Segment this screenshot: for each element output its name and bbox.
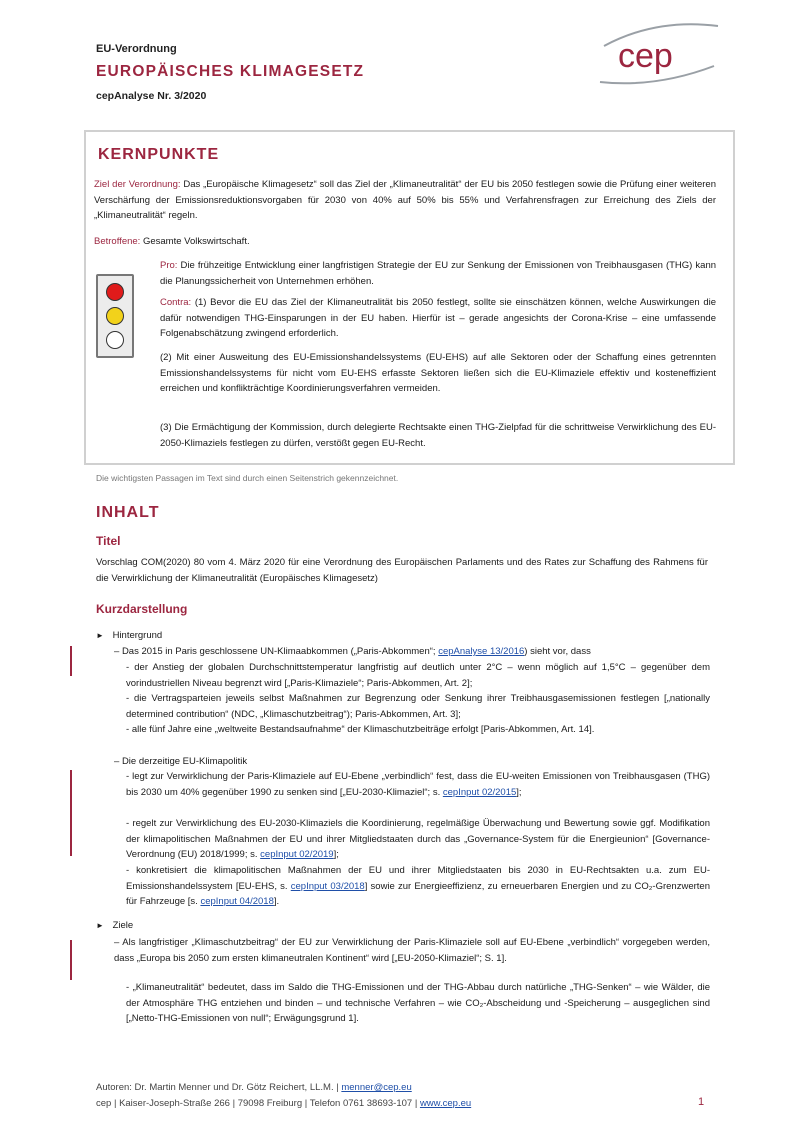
address-text: cep | Kaiser-Joseph-Straße 266 | 79098 Freiburg | Telefon 0761 38693-107 |: [96, 1098, 420, 1109]
eu-b-post: ];: [333, 849, 339, 860]
sidebar-marker-1: [70, 646, 72, 676]
dash-marker: -: [126, 662, 130, 673]
dash-marker: –: [114, 646, 120, 657]
document-title: EUROPÄISCHES KLIMAGESETZ: [96, 63, 365, 80]
dash-marker: -: [126, 818, 130, 829]
document-series: cepAnalyse Nr. 3/2020: [96, 90, 207, 102]
dash-marker: –: [114, 756, 120, 767]
betroffene-paragraph: [94, 234, 716, 250]
ziel-paragraph: [94, 177, 716, 224]
eu-a-post: ];: [516, 786, 522, 798]
paris-b-text: die Vertragsparteien jeweils selbst Maßnahmen zur Begrenzung oder Senkung ihrer Treibhausgasemissionen festlegen [„nationally determined contribution“ (NDC, „Klimaschutzbeitrag“); Paris-Abkommen, Art. 3];: [126, 693, 711, 720]
hintergrund-item: [96, 628, 162, 644]
dash-marker: -: [126, 771, 130, 782]
sidebar-marker-2: [70, 770, 72, 856]
eu-item-a: [126, 769, 710, 800]
paris-item-a: [126, 660, 710, 691]
paris-pre: Das 2015 in Paris geschlossene UN-Klimaabkommen („Paris-Abkommen“;: [121, 646, 439, 657]
eu-c-mid: ] sowie zur Energieeffizienz, zu erneuerbaren Energien und zu CO₂-Grenzwerten für Fahrzeuge [s.: [126, 880, 710, 907]
pro-label: Pro:: [160, 260, 178, 271]
paris-paragraph: [114, 644, 710, 660]
eu-heading: [114, 754, 710, 770]
contra-2-paragraph: (2) Mit einer Ausweitung des EU-Emissionshandelssystems (EU-EHS) auf alle Sektoren oder der Schaffung eines getrennten Emissionshandelssystems für nicht vom EU-EHS erfasste Sektoren ließen sich die EU-Klimaziele effektiv und kosteneffizient erreichen und konflikträchtige Koordinierungsverfahren vermeiden.: [160, 352, 716, 394]
paris-item-c: [126, 722, 710, 738]
ziele-label: Ziele: [112, 920, 134, 931]
paris-post: ) sieht vor, dass: [524, 646, 591, 657]
kernpunkte-heading: KERNPUNKTE: [98, 146, 220, 163]
dash-marker: -: [126, 982, 130, 993]
hintergrund-label: Hintergrund: [112, 630, 163, 641]
dash-marker: -: [126, 693, 130, 704]
eu-b-link[interactable]: cepInput 02/2019: [260, 849, 334, 860]
eu-a-link[interactable]: cepInput 02/2015: [442, 786, 517, 798]
kernpunkte-box: [84, 130, 735, 465]
paris-c-text: alle fünf Jahre eine „weltweite Bestandsaufnahme“ der Klimaschutzbeiträge erfolgt [Paris-Abkommen, Art. 14].: [131, 724, 595, 735]
authors-text: Autoren: Dr. Martin Menner und Dr. Götz Reichert, LL.M. |: [96, 1082, 342, 1093]
titel-text: Vorschlag COM(2020) 80 vom 4. März 2020 für eine Verordnung des Europäischen Parlaments und des Rates zur Schaffung des Rahmens für die Verwirklichung der Klimaneutralität (Europäisches Klimagesetz): [96, 557, 708, 584]
ziele-item: [96, 918, 133, 934]
betroffene-text: Gesamte Volkswirtschaft.: [142, 236, 250, 247]
footer-authors: [96, 1082, 412, 1093]
eu-c-post: ].: [273, 896, 280, 907]
contra-3-paragraph: (3) Die Ermächtigung der Kommission, durch delegierte Rechtsakte einen THG-Zielpfad für die schrittweise Verwirklichung des EU-2050-Klimaziels festlegen zu dürfen, verstößt gegen EU-Recht.: [160, 422, 716, 449]
red-lamp: [106, 283, 124, 301]
inhalt-heading: INHALT: [96, 504, 160, 521]
titel-heading: Titel: [96, 534, 121, 548]
dash-marker: –: [114, 937, 120, 948]
note: Die wichtigsten Passagen im Text sind durch einen Seitenstrich gekennzeichnet.: [96, 473, 399, 483]
eu-item-b: [126, 816, 710, 863]
eu-item-c: [126, 863, 710, 910]
sidebar-marker-3: [70, 940, 72, 980]
ziele-b-text: „Klimaneutralität“ bedeutet, dass im Saldo die THG-Emissionen und der THG-Abbau durch natürliche „THG-Senken“ – wie Wälder, die der Atmosphäre THG entziehen und binden – und technische Verfahren – wie CO₂-Abscheidung und -Speicherung – ausgeglichen sind [„Netto-THG-Emissionen von null“; Erwägungsgrund 1].: [126, 982, 710, 1024]
eu-heading-text: Die derzeitige EU-Klimapolitik: [121, 756, 248, 767]
paris-item-b: [126, 691, 710, 722]
ziele-item-a: [114, 935, 710, 966]
logo-text: cep: [618, 37, 673, 75]
ziel-text: Das „Europäische Klimagesetz“ soll das Ziel der „Klimaneutralität“ der EU bis 2050 festlegen sowie die Prüfung einer weiteren Verschärfung der Emissionsreduktionsvorgaben für 2030 von 40% auf 50% bis 55% und Verfahrensfragen zur Erreichung des Ziels der „Klimaneutralität“ regeln.: [94, 179, 716, 221]
dash-marker: -: [126, 724, 130, 735]
pro-text: Die frühzeitige Entwicklung einer langfristigen Strategie der EU zur Senkung der Emissionen von Treibhausgasen (THG) kann die Planungssicherheit von Unternehmen erhöhen.: [160, 260, 717, 287]
bullet-triangle-icon: ►: [96, 631, 104, 640]
contra-1-paragraph: [160, 295, 716, 342]
bullet-triangle-icon: ►: [96, 921, 104, 930]
ziele-a-text: Als langfristiger „Klimaschutzbeitrag“ der EU zur Verwirklichung der Paris-Klimaziele soll auf EU-Ebene „verbindlich“ vorgegeben werden, dass „Europa bis 2050 zum ersten klimaneutralen Kontinent“ wird [„EU-2050-Klimaziel“; S. 1].: [114, 937, 710, 964]
website-link[interactable]: www.cep.eu: [419, 1098, 472, 1109]
eu-a-pre: legt zur Verwirklichung der Paris-Klimaziele auf EU-Ebene „verbindlich“ fest, dass die EU-weiten Emissionen von Treibhausgasen (THG) bis 2030 um 40% gegenüber 1990 zu senken sind [„EU-2030-Klimaziel“; s.: [126, 771, 711, 798]
eu-c-link2[interactable]: cepInput 04/2018: [200, 896, 274, 907]
off-lamp: [106, 331, 124, 349]
eu-b-pre: regelt zur Verwirklichung des EU-2030-Klimaziels die Koordinierung, regelmäßige Überwachung und Bewertung sowie ggf. Modifikation der klimapolitischen Maßnahmen der EU und ihrer Mitgliedstaaten durch das „Governance-System für die Energieunion“ [Governance-Verordnung (EU) 2018/1999; s.: [126, 818, 710, 860]
kurzdarstellung-heading: Kurzdarstellung: [96, 602, 188, 616]
yellow-lamp: [106, 307, 124, 325]
contra-label: Contra:: [160, 297, 192, 308]
contra-1-text: (1) Bevor die EU das Ziel der Klimaneutralität bis 2050 festlegt, sollte sie einschätzen können, welche Auswirkungen die dafür notwendigen THG-Einsparungen in der EU haben. Hierfür ist – gerade angesichts der Corona-Krise – eine umfassende Folgenabschätzung zwingend erforderlich.: [160, 297, 717, 339]
document-kind: EU-Verordnung: [96, 43, 177, 55]
paris-a-text: der Anstieg der globalen Durchschnittstemperatur langfristig auf deutlich unter 2°C – wenn möglich auf 1,5°C – gegenüber dem vorindustriellen Niveau begrenzt wird [„Paris-Klimaziele“; Paris-Abkommen, Art. 2];: [126, 662, 710, 689]
pro-paragraph: [160, 258, 716, 289]
page-number: 1: [698, 1096, 705, 1108]
eu-c-link[interactable]: cepInput 03/2018: [290, 880, 365, 892]
paris-link[interactable]: cepAnalyse 13/2016: [438, 646, 525, 657]
betroffene-label: Betroffene:: [94, 236, 141, 247]
author-email-link[interactable]: menner@cep.eu: [341, 1082, 412, 1093]
ziele-item-b: [126, 980, 710, 1027]
footer-address: [96, 1098, 471, 1109]
ziel-label: Ziel der Verordnung:: [94, 179, 181, 190]
cep-logo: [596, 18, 726, 88]
traffic-light-icon: [96, 274, 134, 358]
eu-c-pre: konkretisiert die klimapolitischen Maßnahmen der EU und ihrer Mitgliedstaaten bis 2030 in EU-Rechtsakten u.a. zum EU-Emissionshandelssystem [EU-EHS, s.: [126, 865, 710, 892]
dash-marker: -: [126, 865, 130, 876]
